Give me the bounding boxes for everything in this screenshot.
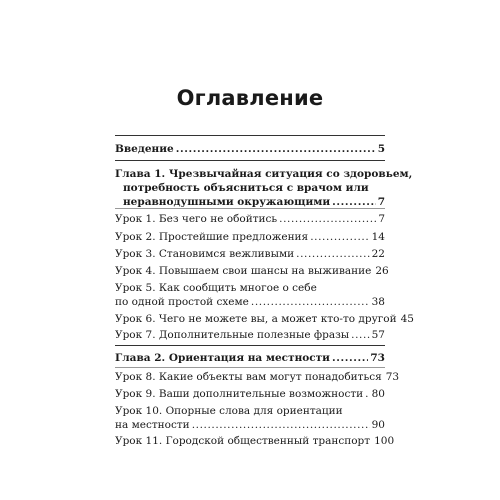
dot-leader bbox=[365, 387, 369, 401]
lesson-title: Урок 6. Чего не можете вы, а может кто-то другой bbox=[115, 313, 397, 325]
dot-leader bbox=[310, 230, 369, 244]
dot-leader bbox=[351, 328, 369, 342]
toc-entry-lesson[interactable] bbox=[115, 230, 385, 244]
toc-entry-lesson[interactable] bbox=[115, 434, 395, 448]
lesson-title: Урок 8. Какие объекты вам могут понадобиться bbox=[115, 371, 382, 383]
lesson-title: Урок 11. Городской общественный транспорт bbox=[115, 435, 371, 447]
dot-leader bbox=[279, 212, 376, 226]
divider-chapter2 bbox=[115, 345, 385, 346]
lesson-title: Урок 4. Повышаем свои шансы на выживание bbox=[115, 265, 372, 277]
toc-entry-lesson[interactable] bbox=[115, 404, 385, 432]
lesson-title-continued: на местности bbox=[115, 419, 190, 431]
lesson-title: Урок 2. Простейшие предложения bbox=[115, 231, 309, 243]
divider-top bbox=[115, 135, 385, 136]
toc-page-number: 7 bbox=[377, 196, 385, 208]
lesson-title: Урок 7. Дополнительные полезные фразы bbox=[115, 329, 350, 341]
toc-entry-lesson[interactable] bbox=[115, 370, 400, 384]
toc-entry-chapter2[interactable] bbox=[115, 351, 385, 365]
toc-page-number: 90 bbox=[371, 419, 385, 431]
toc-page-number: 80 bbox=[371, 388, 385, 400]
page-title: Оглавление bbox=[176, 86, 324, 110]
toc-entry-lesson[interactable] bbox=[115, 312, 414, 326]
chapter-title-line: Глава 1. Чрезвычайная ситуация со здоровьем, bbox=[115, 168, 413, 180]
dot-leader bbox=[332, 351, 368, 365]
lesson-title: Урок 1. Без чего не обойтись bbox=[115, 213, 278, 225]
dot-leader bbox=[176, 142, 376, 156]
chapter-title-line: потребность объясниться с врачом или bbox=[123, 182, 369, 194]
divider-chapter1 bbox=[115, 160, 385, 161]
dot-leader bbox=[251, 295, 370, 309]
toc-entry-lesson[interactable] bbox=[115, 247, 385, 261]
toc-page-number: 22 bbox=[371, 248, 385, 260]
toc-entry-lesson[interactable] bbox=[115, 387, 385, 401]
divider-thin bbox=[115, 208, 385, 209]
toc-entry-label: Введение bbox=[115, 143, 174, 155]
lesson-title: Урок 3. Становимся вежливыми bbox=[115, 248, 295, 260]
toc-entry-lesson[interactable] bbox=[115, 264, 389, 278]
toc-page-number: 14 bbox=[371, 231, 385, 243]
toc-page-number: 45 bbox=[400, 313, 414, 325]
toc-page-number: 26 bbox=[375, 265, 389, 277]
toc-entry-chapter1[interactable] bbox=[115, 167, 413, 209]
lesson-title: Урок 9. Ваши дополнительные возможности bbox=[115, 388, 364, 400]
toc-entry-lesson[interactable] bbox=[115, 212, 385, 226]
toc-page-number: 73 bbox=[385, 371, 400, 383]
toc-entry-intro[interactable] bbox=[115, 142, 385, 156]
toc-page-number: 7 bbox=[378, 213, 385, 225]
chapter-title-line: Глава 2. Ориентация на местности bbox=[115, 352, 330, 364]
toc-page-number: 100 bbox=[374, 435, 395, 447]
dot-leader bbox=[192, 418, 370, 432]
lesson-title: Урок 10. Опорные слова для ориентации bbox=[115, 405, 343, 417]
chapter-title-line: неравнодушными окружающими bbox=[123, 196, 331, 208]
toc-page-number: 5 bbox=[377, 143, 385, 155]
toc-page-number: 73 bbox=[370, 352, 385, 364]
toc-page-number: 57 bbox=[371, 329, 385, 341]
toc-page-number: 38 bbox=[371, 296, 385, 308]
dot-leader bbox=[332, 195, 376, 209]
lesson-title: Урок 5. Как сообщить многое о себе bbox=[115, 282, 317, 294]
dot-leader bbox=[296, 247, 370, 261]
divider-thin bbox=[115, 367, 385, 368]
toc-entry-lesson[interactable] bbox=[115, 281, 385, 309]
lesson-title-continued: по одной простой схеме bbox=[115, 296, 249, 308]
toc-entry-lesson[interactable] bbox=[115, 328, 385, 342]
